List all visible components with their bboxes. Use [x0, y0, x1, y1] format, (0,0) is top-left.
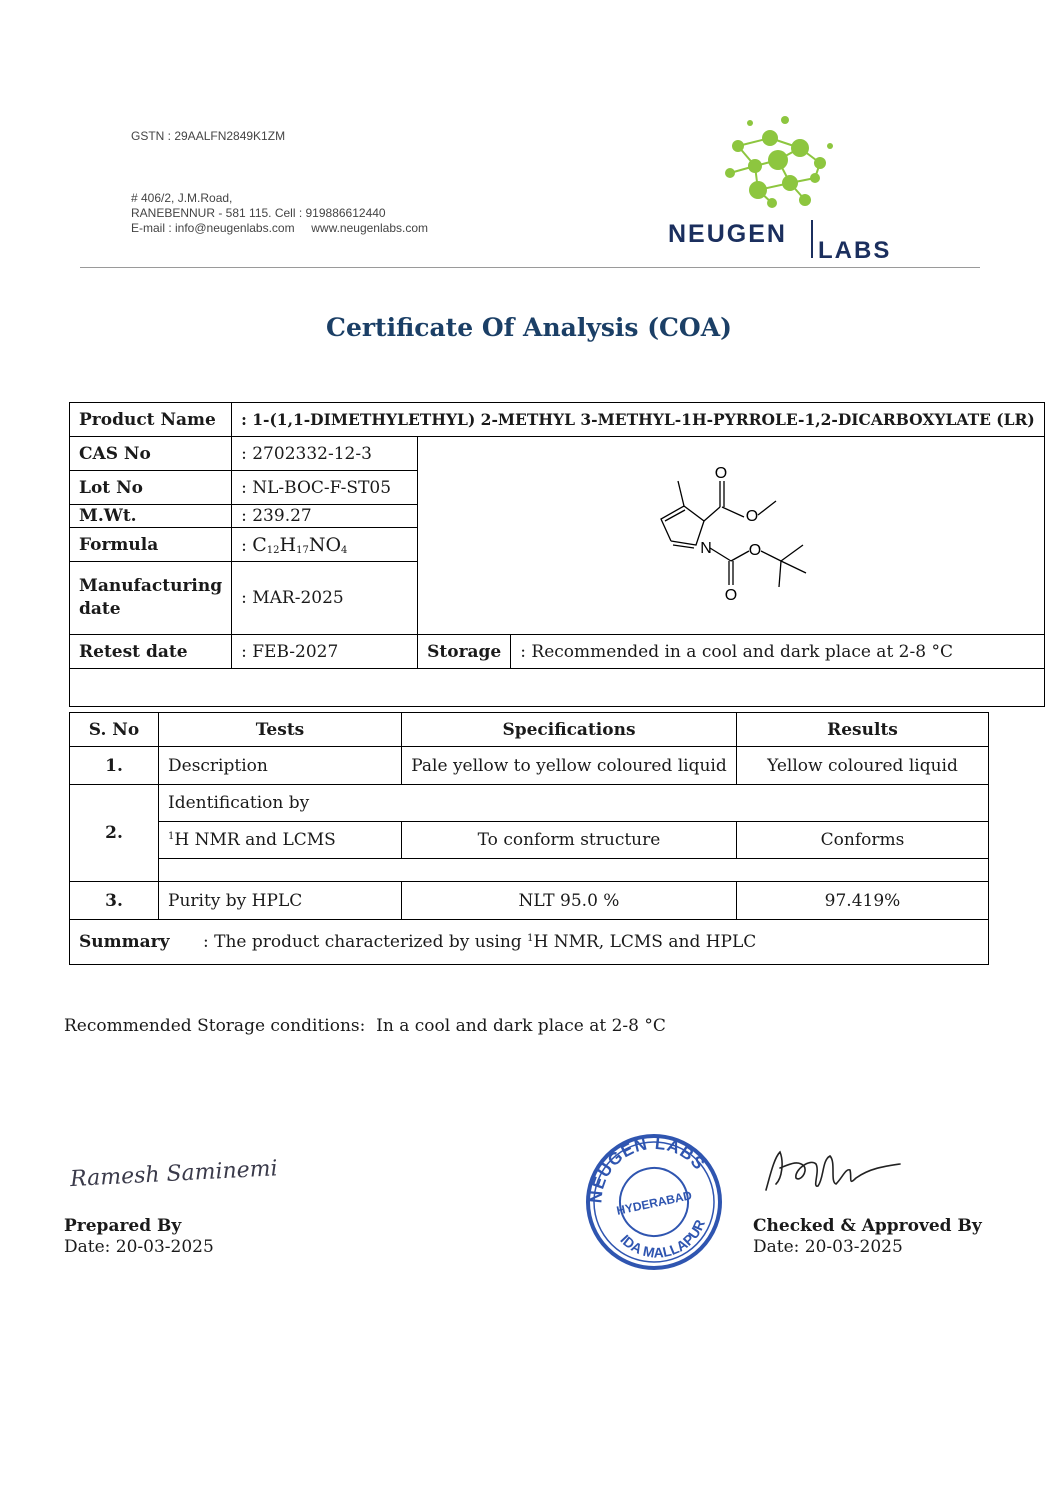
formula-label: Formula [70, 528, 232, 562]
recommended-storage-text: Recommended Storage conditions: In a cool and dark place at 2-8 °C [64, 1016, 666, 1036]
checked-date: Date: 20-03-2025 [753, 1237, 903, 1257]
table-row [70, 882, 989, 920]
prepared-date: Date: 20-03-2025 [64, 1237, 214, 1257]
table-row-spacer [70, 859, 989, 882]
storage-value: : Recommended in a cool and dark place at 2-8 °C [511, 635, 1045, 669]
retest-label: Retest date [70, 635, 232, 669]
product-name-value: : 1-(1,1-DIMETHYLETHYL) 2-METHYL 3-METHYL-1H-PYRROLE-1,2-DICARBOXYLATE (LR) [232, 403, 1045, 437]
row1-test: Description [159, 747, 402, 785]
svg-text:Ramesh Saminemi: Ramesh Saminemi [69, 1156, 279, 1193]
atom-label-o: O [748, 542, 762, 559]
stamp-bottom-text: IDA MALLAPUR [617, 1217, 708, 1261]
row2-test-sup: 1 [168, 831, 175, 842]
formula-value [232, 528, 418, 562]
summary-text: : The product characterized by using $^1$H NMR, LCMS and HPLC [203, 932, 757, 952]
formula-hydrogen-count: 17 [296, 544, 309, 556]
tests-table [69, 712, 989, 965]
summary-row [70, 920, 989, 965]
row3-test: Purity by HPLC [159, 882, 402, 920]
company-stamp [582, 1130, 727, 1275]
prepared-block [64, 1216, 214, 1258]
address-line-1: # 406/2, J.M.Road, [131, 191, 233, 205]
table-row [70, 822, 989, 859]
formula-hydrogen: H [279, 533, 297, 556]
formula-carbon: C [252, 533, 267, 556]
atom-label-o: O [714, 465, 728, 482]
lot-value: : NL-BOC-F-ST05 [232, 471, 418, 505]
logo-word-neugen: NEUGEN [668, 220, 787, 248]
neugen-labs-logo [660, 108, 920, 268]
header-tests: Tests [159, 713, 402, 747]
spacer-row [70, 669, 1045, 707]
page-title: Certificate Of Analysis (COA) [326, 313, 732, 342]
mwt-value: : 239.27 [232, 505, 418, 528]
row3-spec: NLT 95.0 % [402, 882, 737, 920]
retest-value: : FEB-2027 [232, 635, 418, 669]
header-sno: S. No [70, 713, 159, 747]
row1-spec: Pale yellow to yellow coloured liquid [402, 747, 737, 785]
row2-sno: 2. [70, 785, 159, 882]
header-results: Results [737, 713, 989, 747]
header-specifications: Specifications [402, 713, 737, 747]
atom-label-o: O [724, 587, 738, 604]
company-address [131, 191, 428, 236]
product-name-label: Product Name [70, 403, 232, 437]
formula-oxygen-count: 4 [341, 544, 348, 556]
cas-label: CAS No [70, 437, 232, 471]
row2-test [159, 822, 402, 859]
chemical-structure-image [631, 459, 831, 607]
mfg-label-line-1: Manufacturing [79, 576, 223, 596]
mfg-label-line-2: date [79, 599, 121, 619]
logo-word-labs: LABS [818, 237, 892, 264]
product-info-table [69, 402, 1045, 707]
row1-result: Yellow coloured liquid [737, 747, 989, 785]
prepared-label: Prepared By [64, 1216, 182, 1236]
formula-no: NO [308, 533, 342, 556]
mfg-label [70, 562, 232, 635]
cas-row [70, 437, 1045, 471]
formula-carbon-count: 12 [266, 544, 280, 556]
storage-label: Storage [418, 635, 511, 669]
tests-header-row [70, 713, 989, 747]
structure-cell [418, 437, 1045, 635]
row2-result: Conforms [737, 822, 989, 859]
atom-label-o: O [745, 508, 759, 525]
mfg-value: : MAR-2025 [232, 562, 418, 635]
summary-cell [70, 920, 989, 965]
address-line-2: RANEBENNUR - 581 115. Cell : 919886612440 [131, 206, 386, 220]
row3-sno: 3. [70, 882, 159, 920]
row1-sno: 1. [70, 747, 159, 785]
product-name-row [70, 403, 1045, 437]
cas-value: : 2702332-12-3 [232, 437, 418, 471]
row2-test-text: H NMR and LCMS [174, 830, 336, 850]
table-row [70, 785, 989, 822]
checked-label: Checked & Approved By [753, 1216, 982, 1236]
gstn-text: GSTN : 29AALFN2849K1ZM [131, 129, 286, 143]
prepared-signature-image [68, 1150, 279, 1195]
retest-storage-row [70, 635, 1045, 669]
address-line-3: E-mail : info@neugenlabs.com www.neugenlabs.com [131, 221, 428, 235]
summary-label: Summary [79, 932, 170, 952]
stamp-center-text: HYDERABAD [615, 1188, 694, 1218]
approver-signature-image [760, 1138, 905, 1198]
header-divider [80, 267, 980, 268]
formula-prefix: : [241, 535, 253, 556]
row2-spec: To conform structure [402, 822, 737, 859]
mwt-label: M.Wt. [70, 505, 232, 528]
row2-heading: Identification by [159, 785, 989, 822]
row3-result: 97.419% [737, 882, 989, 920]
stamp-top-text: NEUGEN LABS [586, 1133, 710, 1204]
lot-label: Lot No [70, 471, 232, 505]
checked-approved-block [753, 1216, 982, 1258]
atom-label-n: N [700, 540, 712, 557]
table-row [70, 747, 989, 785]
